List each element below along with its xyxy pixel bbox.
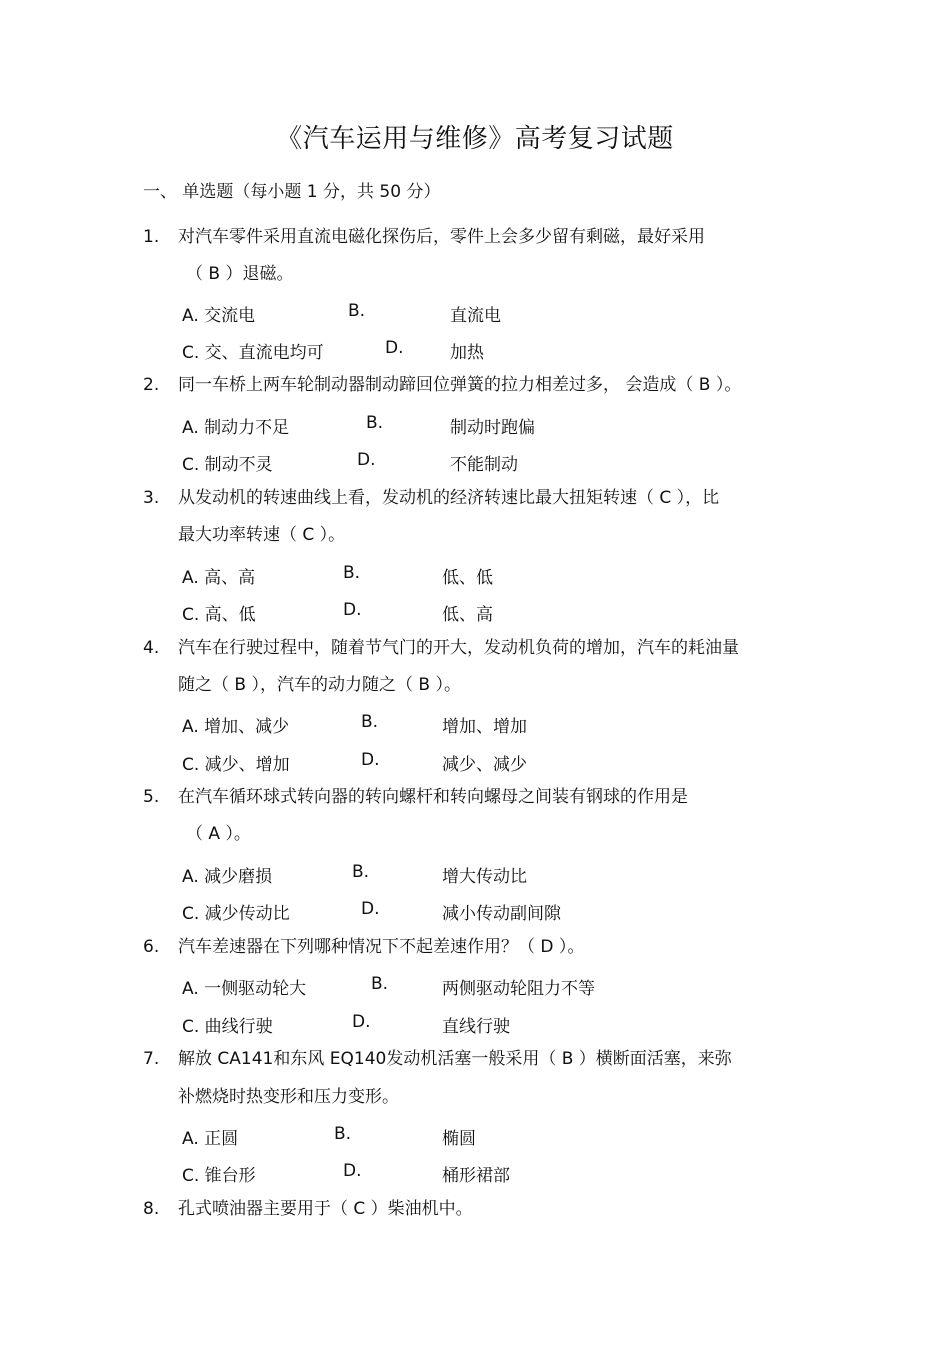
question-text: 最大功率转速（ C ）。: [178, 525, 346, 545]
option-d: 加热: [450, 343, 484, 363]
question-text: （ B ）退磁。: [186, 264, 294, 284]
section-heading: 一、 单选题（每小题 1 分，共 50 分）: [143, 182, 441, 202]
question-text: 对汽车零件采用直流电磁化探伤后，零件上会多少留有剩磁，最好采用: [178, 227, 705, 247]
option-d-label: D.: [352, 1012, 371, 1032]
option-d-label: D.: [385, 338, 404, 358]
option-b: 制动时跑偏: [450, 418, 535, 438]
question-text: 孔式喷油器主要用于（ C ）柴油机中。: [178, 1199, 473, 1219]
option-c: C. 锥台形: [182, 1166, 256, 1186]
option-b: 直流电: [450, 306, 501, 326]
option-c: C. 高、低: [182, 605, 256, 625]
option-d: 桶形裙部: [442, 1166, 510, 1186]
option-c: C. 曲线行驶: [182, 1017, 273, 1037]
option-a: A. 一侧驱动轮大: [182, 979, 307, 999]
question-text: 同一车桥上两车轮制动器制动蹄回位弹簧的拉力相差过多， 会造成（ B ）。: [178, 375, 742, 395]
question-number: 8.: [143, 1199, 160, 1219]
option-b-label: B.: [366, 413, 384, 433]
option-b: 两侧驱动轮阻力不等: [442, 979, 595, 999]
option-a: A. 减少磨损: [182, 867, 273, 887]
option-d-label: D.: [357, 450, 376, 470]
option-a: A. 交流电: [182, 306, 256, 326]
option-d-label: D.: [361, 750, 380, 770]
option-b: 低、低: [442, 568, 493, 588]
question-text: 补燃烧时热变形和压力变形。: [178, 1087, 399, 1107]
option-c: C. 制动不灵: [182, 455, 273, 475]
option-c: C. 减少传动比: [182, 904, 290, 924]
option-b-label: B.: [348, 301, 366, 321]
option-a: A. 增加、减少: [182, 717, 290, 737]
option-a: A. 正圆: [182, 1129, 239, 1149]
question-number: 3.: [143, 488, 160, 508]
option-d: 不能制动: [450, 455, 518, 475]
option-d-label: D.: [343, 1161, 362, 1181]
option-b-label: B.: [352, 862, 370, 882]
question-text: 随之（ B ），汽车的动力随之（ B ）。: [178, 675, 461, 695]
question-text: 汽车在行驶过程中，随着节气门的开大，发动机负荷的增加，汽车的耗油量: [178, 638, 739, 658]
option-c: C. 减少、增加: [182, 755, 290, 775]
option-a: A. 制动力不足: [182, 418, 290, 438]
question-text: （ A ）。: [186, 824, 251, 844]
question-text: 汽车差速器在下列哪种情况下不起差速作用？（ D ）。: [178, 937, 585, 957]
question-text: 在汽车循环球式转向器的转向螺杆和转向螺母之间装有钢球的作用是: [178, 787, 688, 807]
option-d-label: D.: [343, 600, 362, 620]
option-b-label: B.: [361, 712, 379, 732]
page-title: 《汽车运用与维修》高考复习试题: [276, 124, 674, 154]
option-d: 低、高: [442, 605, 493, 625]
question-number: 7.: [143, 1049, 160, 1069]
option-b-label: B.: [371, 974, 389, 994]
option-a: A. 高、高: [182, 568, 256, 588]
option-c: C. 交、直流电均可: [182, 343, 324, 363]
option-d-label: D.: [361, 899, 380, 919]
option-d: 减小传动副间隙: [442, 904, 561, 924]
question-text: 从发动机的转速曲线上看，发动机的经济转速比最大扭矩转速（ C ），比: [178, 488, 720, 508]
question-text: 解放 CA141和东风 EQ140发动机活塞一般采用（ B ）横断面活塞，来弥: [178, 1049, 732, 1069]
option-b: 增大传动比: [442, 867, 527, 887]
option-d: 直线行驶: [442, 1017, 510, 1037]
option-b: 增加、增加: [442, 717, 527, 737]
option-b-label: B.: [334, 1124, 352, 1144]
question-number: 4.: [143, 638, 160, 658]
question-number: 6.: [143, 937, 160, 957]
question-number: 5.: [143, 787, 160, 807]
option-b: 椭圆: [442, 1129, 476, 1149]
question-number: 2.: [143, 375, 160, 395]
option-d: 减少、减少: [442, 755, 527, 775]
question-number: 1.: [143, 227, 160, 247]
option-b-label: B.: [343, 563, 361, 583]
